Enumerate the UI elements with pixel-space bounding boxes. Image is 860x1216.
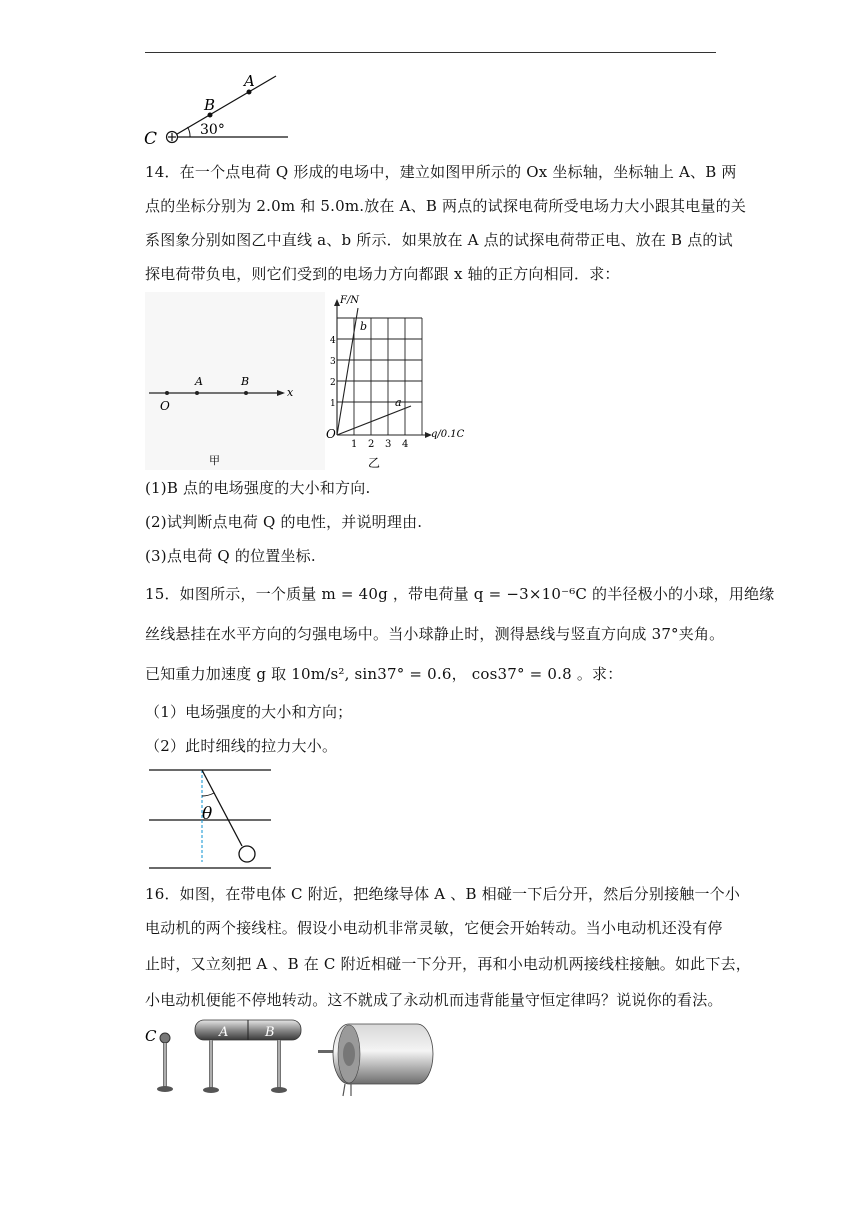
q14-question-3: (3)点电荷 Q 的位置坐标. bbox=[145, 547, 316, 565]
q16-line-3: 止时，又立刻把 A 、B 在 C 附近相碰一下分开，再和小电动机两接线柱接触。如此下去， bbox=[145, 955, 751, 973]
figure-angle-diagram bbox=[140, 68, 300, 148]
label-b: B bbox=[204, 96, 216, 114]
x-tick-3: 3 bbox=[385, 439, 392, 450]
q15-question-1: （1）电场强度的大小和方向； bbox=[145, 703, 353, 721]
yi-label-b: b bbox=[360, 320, 368, 333]
jia-caption: 甲 bbox=[209, 454, 220, 467]
jia-label-o: O bbox=[160, 399, 170, 413]
jia-label-x: x bbox=[287, 386, 294, 399]
figure-pendulum bbox=[145, 766, 275, 872]
q15-line-3: 已知重力加速度 g 取 10m/s², sin37° = 0.6， cos37° = 0.8 。求： bbox=[145, 665, 623, 683]
x-tick-2: 2 bbox=[368, 439, 375, 450]
q15-line-2: 丝线悬挂在水平方向的匀强电场中。当小球静止时，测得悬线与竖直方向成 37°夹角。 bbox=[145, 625, 725, 643]
figure-jia-axis bbox=[145, 292, 325, 470]
figure-yi-graph bbox=[325, 292, 470, 470]
x-tick-1: 1 bbox=[351, 439, 358, 450]
label-a-conductor: A bbox=[219, 1025, 229, 1040]
q16-line-1: 16．如图，在带电体 C 附近，把绝缘导体 A 、B 相碰一下后分开，然后分别接触一个小 bbox=[145, 885, 741, 903]
y-tick-4: 4 bbox=[330, 336, 336, 346]
label-c-body: C bbox=[145, 1027, 157, 1045]
x-tick-4: 4 bbox=[402, 439, 409, 450]
y-tick-2: 2 bbox=[330, 378, 336, 388]
q14-line-4: 探电荷带负电，则它们受到的电场力方向都跟 x 轴的正方向相同．求： bbox=[145, 265, 620, 283]
q15-line-1: 15．如图所示，一个质量 m = 40g ，带电荷量 q = −3×10⁻⁶C 的半径极小的小球，用绝缘 bbox=[145, 585, 775, 603]
yi-xlabel: q/0.1C bbox=[431, 429, 465, 440]
jia-label-b: B bbox=[241, 375, 250, 388]
q16-line-4: 小电动机便能不停地转动。这不就成了永动机而违背能量守恒定律吗？说说你的看法。 bbox=[145, 991, 723, 1009]
y-tick-1: 1 bbox=[330, 399, 336, 409]
y-tick-3: 3 bbox=[330, 357, 336, 367]
label-b-conductor: B bbox=[265, 1025, 275, 1040]
q14-line-2: 点的坐标分别为 2.0m 和 5.0m.放在 A、B 两点的试探电荷所受电场力大小跟其电量的关 bbox=[145, 197, 747, 215]
jia-label-a: A bbox=[195, 375, 203, 388]
angle-label: 30° bbox=[200, 122, 225, 138]
yi-ylabel: F/N bbox=[340, 295, 360, 306]
q14-question-2: (2)试判断点电荷 Q 的电性，并说明理由. bbox=[145, 513, 423, 531]
figure-motor-apparatus bbox=[145, 1012, 445, 1102]
q16-line-2: 电动机的两个接线柱。假设小电动机非常灵敏，它便会开始转动。当小电动机还没有停 bbox=[145, 919, 723, 937]
yi-label-a: a bbox=[395, 396, 402, 409]
q14-question-1: (1)B 点的电场强度的大小和方向. bbox=[145, 479, 371, 497]
yi-origin: O bbox=[326, 427, 336, 441]
theta-label: θ bbox=[202, 804, 213, 824]
label-a: A bbox=[244, 72, 255, 90]
label-c: C bbox=[144, 129, 158, 148]
q15-question-2: （2）此时细线的拉力大小。 bbox=[145, 737, 338, 755]
yi-caption: 乙 bbox=[368, 456, 381, 470]
q14-line-3: 系图象分别如图乙中直线 a、b 所示．如果放在 A 点的试探电荷带正电、放在 B 点的试 bbox=[145, 231, 733, 249]
q14-line-1: 14．在一个点电荷 Q 形成的电场中，建立如图甲所示的 Ox 坐标轴，坐标轴上 A、B 两 bbox=[145, 163, 737, 181]
header-rule bbox=[145, 52, 716, 53]
